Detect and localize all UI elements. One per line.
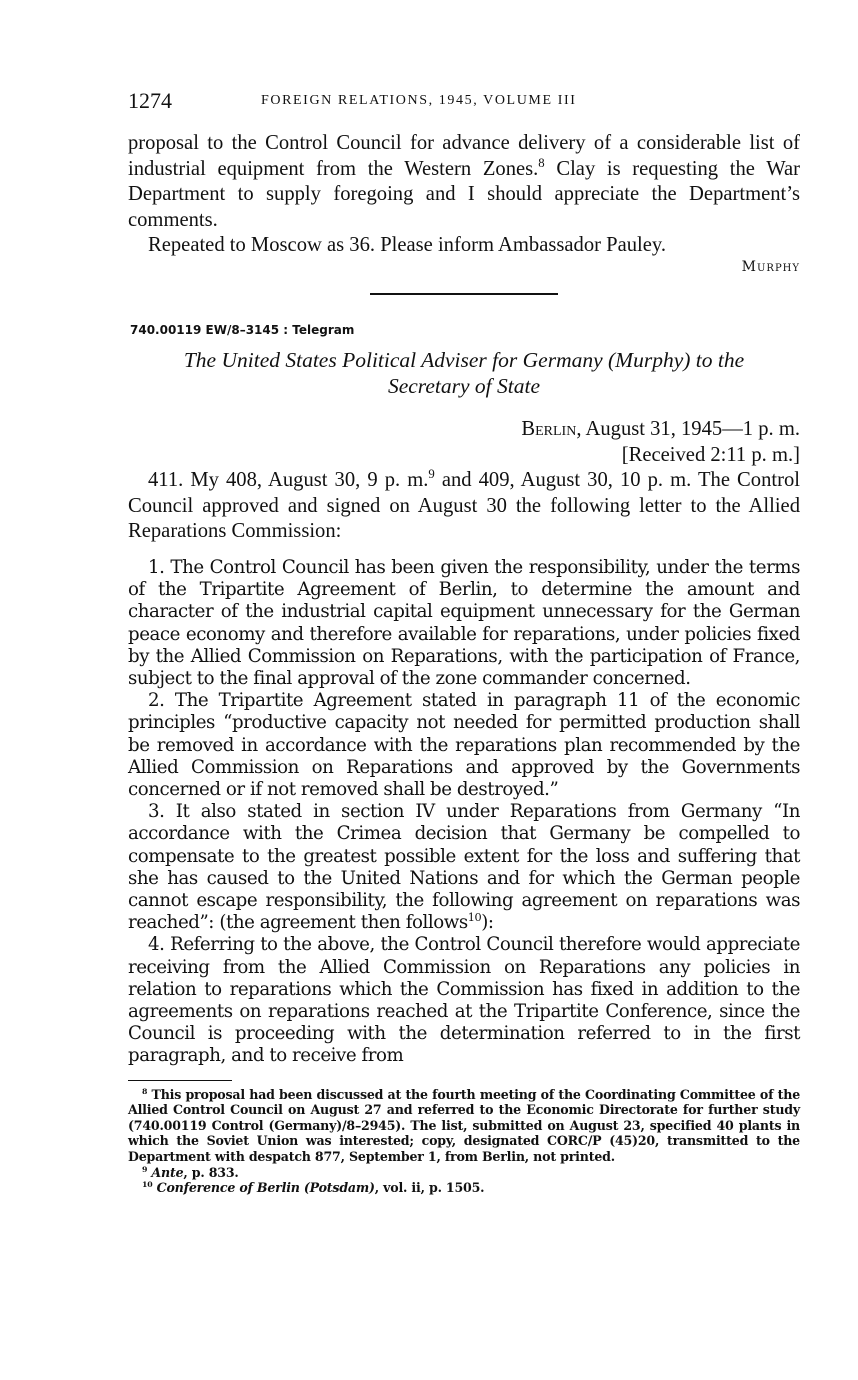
telegram-intro-b: and 409, August 30, 10 p. m. The Control Council approved and signed on August 30 the following letter to the Allied Reparations Commission: xyxy=(128,469,800,543)
section-divider xyxy=(370,293,558,295)
footnote-divider xyxy=(128,1080,232,1081)
dateline-place: Berlin xyxy=(521,417,577,440)
document-title xyxy=(128,347,800,399)
dateline xyxy=(128,417,800,468)
footnote-9-mark: 9 xyxy=(142,1164,148,1174)
continuation-tail: Clay is requesting the War Department to supply foregoing and I should appreciate the Department’s comments. xyxy=(128,157,800,231)
document-title-line1: The United States Political Adviser for Germany (Murphy) to the xyxy=(183,347,745,372)
document-title-line2: Secretary of State xyxy=(387,373,541,398)
telegram-intro xyxy=(128,468,800,545)
signature: Murphy xyxy=(741,258,800,275)
footnote-ref-10: 10 xyxy=(467,911,482,925)
footnote-ref-9: 9 xyxy=(428,467,435,482)
footnote-10-text: , vol. ii, p. 1505. xyxy=(374,1180,485,1196)
telegram-intro-a: 411. My 408, August 30, 9 p. m. xyxy=(148,469,429,492)
letter-paragraph-2: 2. The Tripartite Agreement stated in paragraph 11 of the economic principles “productive capacity not needed for permitted production shall be removed in accordance with the reparations plan recommended by the Allied Commission on Reparations and approved by the Governments concerned or if not removed shall be destroyed.” xyxy=(128,690,800,800)
received-time: [Received 2:11 p. m.] xyxy=(621,443,800,466)
continuation-text: proposal to the Control Council for advance delivery of a considerable list of industrial equipment from the Western Zones. xyxy=(128,132,800,180)
footnote-9-text: , p. 833. xyxy=(183,1164,239,1180)
page-number: 1274 xyxy=(128,88,172,113)
repeated-paragraph: Repeated to Moscow as 36. Please inform Ambassador Pauley. xyxy=(148,234,666,257)
running-head: FOREIGN RELATIONS, 1945, VOLUME III xyxy=(261,93,577,108)
footnote-ref-8: 8 xyxy=(538,155,545,170)
footnote-9-italic: Ante xyxy=(151,1164,184,1180)
footnotes xyxy=(128,1087,800,1196)
letter-paragraph-4: 4. Referring to the above, the Control Council therefore would appreciate receiving from the Allied Commission on Reparations any policies in relation to reparations which the Commission has fixed in addition to the agreements on reparations reached at the Tripartite Conference, since the Council is proceeding with the determination referred to in the first paragraph, and to receive from xyxy=(128,934,800,1067)
letter-paragraph-1: 1. The Control Council has been given the responsibility, under the terms of the Tripartite Agreement of Berlin, to determine the amount and character of the industrial capital equipment unnecessary for the German peace economy and therefore available for reparations, under policies fixed by the Allied Commission on Reparations, with the participation of France, subject to the final approval of the zone commander concerned. xyxy=(128,556,800,689)
letter-paragraph-3 xyxy=(128,801,800,934)
footnote-9 xyxy=(128,1165,800,1181)
file-number: 740.00119 EW/8–3145 : Telegram xyxy=(130,322,355,337)
footnote-8 xyxy=(128,1087,800,1165)
document-page xyxy=(128,88,800,1196)
dateline-date: , August 31, 1945—1 p. m. xyxy=(576,417,800,440)
letter-paragraph-3-tail: ): xyxy=(481,912,494,934)
letter-paragraph-3-text: 3. It also stated in section IV under Reparations from Germany “In accordance with the Crimea decision that Germany be compelled to compensate to the greatest possible extent for the loss and suffering that she has caused to the United Nations and for which the German people cannot escape responsibility, the following agreement on reparations was reached”: (the agreement then follows xyxy=(128,801,800,934)
quoted-letter xyxy=(128,557,800,1068)
page-header xyxy=(128,88,800,118)
continuation-paragraph xyxy=(128,131,800,233)
footnote-8-mark: 8 xyxy=(142,1086,148,1096)
footnote-8-text: This proposal had been discussed at the fourth meeting of the Coordinating Committee of the Allied Control Council on August 27 and referred to the Economic Directorate for further study (740.00119 Control (Germany)/8–2945). The list, submitted on August 23, specified 40 plants in which the Soviet Union was interested; copy, designated CORC/P (45)20, transmitted to the Department with despatch 877, September 1, from Berlin, not printed. xyxy=(128,1086,801,1164)
footnote-10-italic: Conference of Berlin (Potsdam) xyxy=(156,1180,375,1196)
footnote-10 xyxy=(128,1180,800,1196)
footnote-10-mark: 10 xyxy=(142,1179,153,1189)
